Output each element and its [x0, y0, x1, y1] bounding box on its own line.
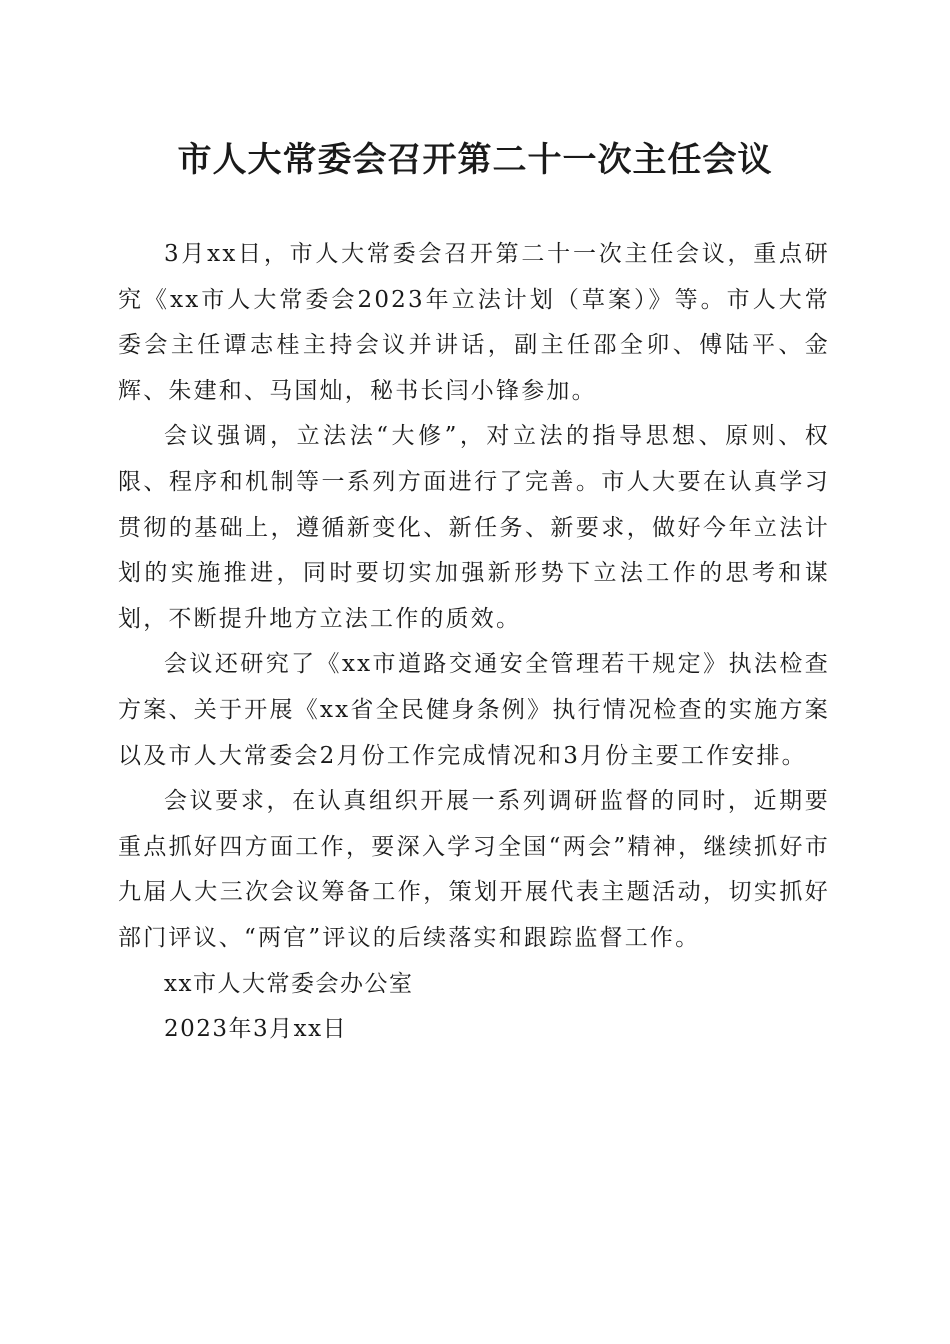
- paragraph-4: 会议要求，在认真组织开展一系列调研监督的同时，近期要重点抓好四方面工作，要深入学习全国“两会”精神，继续抓好市九届人大三次会议筹备工作，策划开展代表主题活动，切实抓好部门评议、“两官”评议的后续落实和跟踪监督工作。: [118, 788, 830, 951]
- paragraph-3: 会议还研究了《xx市道路交通安全管理若干规定》执法检查方案、关于开展《xx省全民健身条例》执行情况检查的实施方案以及市人大常委会2月份工作完成情况和3月份主要工作安排。: [118, 651, 830, 769]
- paragraph-1: 3月xx日，市人大常委会召开第二十一次主任会议，重点研究《xx市人大常委会2023年立法计划（草案）》等。市人大常委会主任谭志桂主持会议并讲话，副主任邵全卯、傅陆平、金辉、朱建和、马国灿，秘书长闫小锋参加。: [118, 241, 830, 404]
- paragraph-2: 会议强调，立法法“大修”，对立法的指导思想、原则、权限、程序和机制等一系列方面进行了完善。市人大要在认真学习贯彻的基础上，遵循新变化、新任务、新要求，做好今年立法计划的实施推进，同时要切实加强新形势下立法工作的思考和谋划，不断提升地方立法工作的质效。: [118, 423, 830, 632]
- signature-date: 2023年3月xx日: [164, 1016, 348, 1043]
- document-title: 市人大常委会召开第二十一次主任会议: [177, 140, 773, 180]
- signature-organization: xx市人大常委会办公室: [164, 970, 414, 997]
- document-body: [118, 232, 830, 1053]
